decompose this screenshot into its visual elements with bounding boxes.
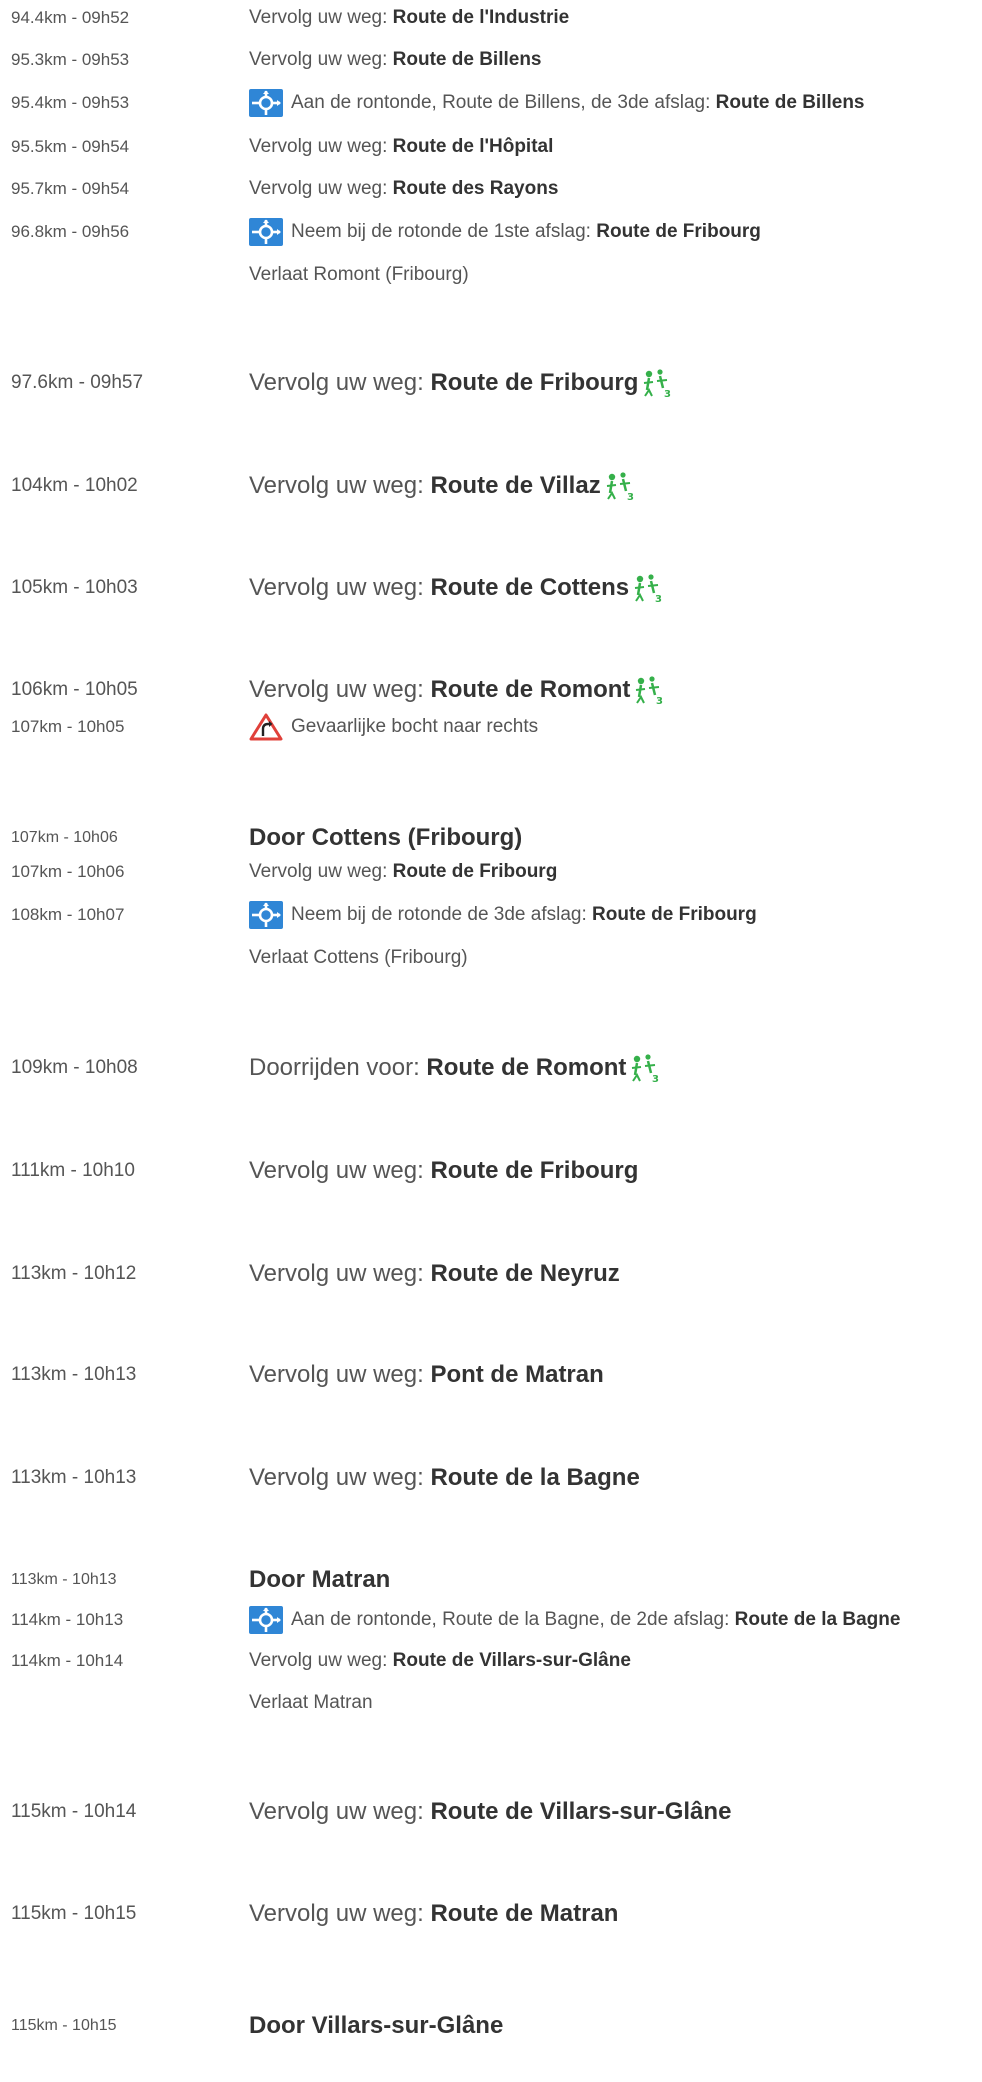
svg-text:3: 3: [652, 1074, 660, 1083]
road-name: Route de Neyruz: [430, 1260, 620, 1287]
distance-time: 107km - 10h05: [11, 717, 125, 736]
instruction: [249, 1260, 620, 1288]
distance-time: 95.5km - 09h54: [11, 137, 130, 156]
instruction-text: Neem bij de rotonde de 1ste afslag:: [291, 221, 597, 242]
road-name: Route de Billens: [715, 92, 865, 113]
route-step-row: [0, 1894, 982, 1934]
instruction: [249, 1464, 640, 1492]
town-row: [0, 1560, 982, 1600]
town-name: Door Villars-sur-Glâne: [249, 2012, 504, 2039]
instruction: [249, 136, 553, 158]
distance-time: 104km - 10h02: [11, 475, 138, 496]
distance-time: 115km - 10h15: [11, 1903, 137, 1924]
instruction-text: Vervolg uw weg:: [249, 1260, 431, 1287]
instruction: [249, 49, 542, 71]
road-name: Route de Romont: [430, 676, 631, 703]
route-step-row: [0, 169, 982, 209]
route-step-row: [0, 363, 982, 403]
dangerous-curve-icon: [249, 713, 283, 741]
instruction: [249, 1157, 638, 1185]
road-name: Route de la Bagne: [430, 1464, 640, 1491]
instruction-text: Vervolg uw weg:: [249, 1650, 393, 1671]
instruction: [249, 1361, 604, 1389]
road-name: Route de Fribourg: [392, 861, 558, 882]
traffic-icon: [603, 471, 635, 501]
instruction-text: Neem bij de rotonde de 3de afslag:: [291, 904, 593, 925]
instruction-text: Verlaat Matran: [249, 1692, 373, 1713]
distance-time: 97.6km - 09h57: [11, 372, 144, 393]
distance-time: 113km - 10h13: [11, 1364, 137, 1385]
road-name: Route de Fribourg: [592, 904, 757, 925]
road-name: Route de Fribourg: [430, 369, 639, 396]
road-name: Route de l'Hôpital: [392, 136, 554, 157]
road-name: Route de Billens: [392, 49, 542, 70]
instruction: [249, 1692, 373, 1714]
instruction: [249, 573, 663, 603]
instruction: [249, 471, 635, 501]
route-step-row: [0, 255, 982, 295]
instruction-text: Vervolg uw weg:: [249, 1900, 431, 1927]
instruction: [249, 713, 538, 741]
roundabout-icon: [249, 901, 283, 929]
instruction-text: Vervolg uw weg:: [249, 1798, 431, 1825]
distance-time: 106km - 10h05: [11, 679, 138, 700]
route-step-row: [0, 1355, 982, 1395]
instruction-text: Vervolg uw weg:: [249, 861, 393, 882]
route-step-row: [0, 212, 982, 252]
route-step-row: [0, 1683, 982, 1723]
instruction-text: Verlaat Romont (Fribourg): [249, 264, 469, 285]
instruction: [249, 178, 558, 200]
distance-time: 113km - 10h12: [11, 1263, 137, 1284]
instruction-text: Aan de rontonde, Route de Billens, de 3de afslag:: [291, 92, 716, 113]
road-name: Route de Villaz: [430, 472, 601, 499]
svg-text:3: 3: [664, 389, 672, 398]
instruction: [249, 1650, 631, 1672]
distance-time: 94.4km - 09h52: [11, 8, 130, 27]
distance-time: 95.3km - 09h53: [11, 50, 130, 69]
instruction-text: Doorrijden voor:: [249, 1054, 427, 1081]
distance-time: 96.8km - 09h56: [11, 222, 130, 241]
distance-time: 108km - 10h07: [11, 905, 125, 924]
instruction-text: Aan de rontonde, Route de la Bagne, de 2de afslag:: [291, 1609, 735, 1630]
distance-time: 95.7km - 09h54: [11, 179, 130, 198]
distance-time: 111km - 10h10: [11, 1160, 135, 1181]
route-step-row: [0, 1048, 982, 1088]
instruction-text: Vervolg uw weg:: [249, 1464, 431, 1491]
town-name: Door Cottens (Fribourg): [249, 824, 523, 851]
instruction: [249, 1900, 618, 1928]
instruction-text: Vervolg uw weg:: [249, 574, 431, 601]
distance-time: 107km - 10h06: [11, 829, 118, 846]
road-name: Route de Fribourg: [430, 1157, 639, 1184]
roundabout-icon: [249, 218, 283, 246]
road-name: Route de Fribourg: [596, 221, 761, 242]
instruction-text: Vervolg uw weg:: [249, 49, 393, 70]
town-name: Door Matran: [249, 1566, 391, 1593]
town-row: [0, 2006, 982, 2046]
instruction: [249, 7, 569, 29]
route-step-row: [0, 938, 982, 978]
road-name: Route de Villars-sur-Glâne: [430, 1798, 732, 1825]
instruction-text: Vervolg uw weg:: [249, 1361, 431, 1388]
instruction: [249, 1606, 900, 1634]
instruction-text: Vervolg uw weg:: [249, 178, 393, 199]
road-name: Pont de Matran: [430, 1361, 604, 1388]
roundabout-icon: [249, 89, 283, 117]
route-step-row: [0, 568, 982, 608]
instruction: [249, 368, 672, 398]
route-step-row: [0, 1151, 982, 1191]
instruction: [249, 901, 757, 929]
svg-text:3: 3: [626, 492, 634, 501]
distance-time: 113km - 10h13: [11, 1467, 137, 1488]
route-step-row: [0, 1458, 982, 1498]
distance-time: 107km - 10h06: [11, 862, 125, 881]
route-step-row: [0, 1792, 982, 1832]
route-step-row: [0, 895, 982, 935]
instruction: [249, 675, 664, 705]
instruction-text: Vervolg uw weg:: [249, 676, 431, 703]
road-name: Route de l'Industrie: [392, 7, 570, 28]
route-step-row: [0, 670, 982, 710]
instruction-text: Vervolg uw weg:: [249, 472, 431, 499]
instruction: [249, 218, 761, 246]
road-name: Route des Rayons: [392, 178, 559, 199]
distance-time: 114km - 10h14: [11, 1651, 124, 1670]
instruction-text: Vervolg uw weg:: [249, 369, 431, 396]
route-step-row: [0, 852, 982, 892]
route-step-row: [0, 1254, 982, 1294]
route-step-row: [0, 83, 982, 123]
route-step-row: [0, 127, 982, 167]
route-step-row: [0, 1641, 982, 1681]
road-name: Route de Romont: [426, 1054, 627, 1081]
instruction: [249, 861, 557, 883]
traffic-icon: [632, 675, 664, 705]
svg-text:3: 3: [655, 594, 663, 603]
instruction-text: Vervolg uw weg:: [249, 7, 393, 28]
road-name: Route de Villars-sur-Glâne: [392, 1650, 631, 1671]
distance-time: 105km - 10h03: [11, 577, 138, 598]
instruction-text: Vervolg uw weg:: [249, 1157, 431, 1184]
distance-time: 114km - 10h13: [11, 1610, 124, 1629]
instruction: [249, 89, 865, 117]
distance-time: 115km - 10h14: [11, 1801, 137, 1822]
distance-time: 109km - 10h08: [11, 1057, 138, 1078]
instruction: [249, 1053, 660, 1083]
distance-time: 115km - 10h15: [11, 2017, 117, 2034]
distance-time: 95.4km - 09h53: [11, 93, 130, 112]
svg-text:3: 3: [656, 696, 664, 705]
instruction: [249, 2012, 503, 2040]
distance-time: 113km - 10h13: [11, 1571, 117, 1588]
instruction-text: Gevaarlijke bocht naar rechts: [291, 716, 539, 737]
instruction: [249, 264, 469, 286]
instruction: [249, 1566, 390, 1594]
road-name: Route de Cottens: [430, 574, 630, 601]
traffic-icon: [640, 368, 672, 398]
instruction: [249, 1798, 731, 1826]
instruction-text: Verlaat Cottens (Fribourg): [249, 947, 468, 968]
roundabout-icon: [249, 1606, 283, 1634]
instruction: [249, 824, 522, 852]
instruction: [249, 947, 468, 969]
road-name: Route de la Bagne: [734, 1609, 901, 1630]
route-step-row: [0, 1600, 982, 1640]
road-name: Route de Matran: [430, 1900, 619, 1927]
route-step-row: [0, 707, 982, 747]
traffic-icon: [631, 573, 663, 603]
instruction-text: Vervolg uw weg:: [249, 136, 393, 157]
route-step-row: [0, 466, 982, 506]
route-step-row: [0, 0, 982, 38]
route-step-row: [0, 40, 982, 80]
traffic-icon: [628, 1053, 660, 1083]
